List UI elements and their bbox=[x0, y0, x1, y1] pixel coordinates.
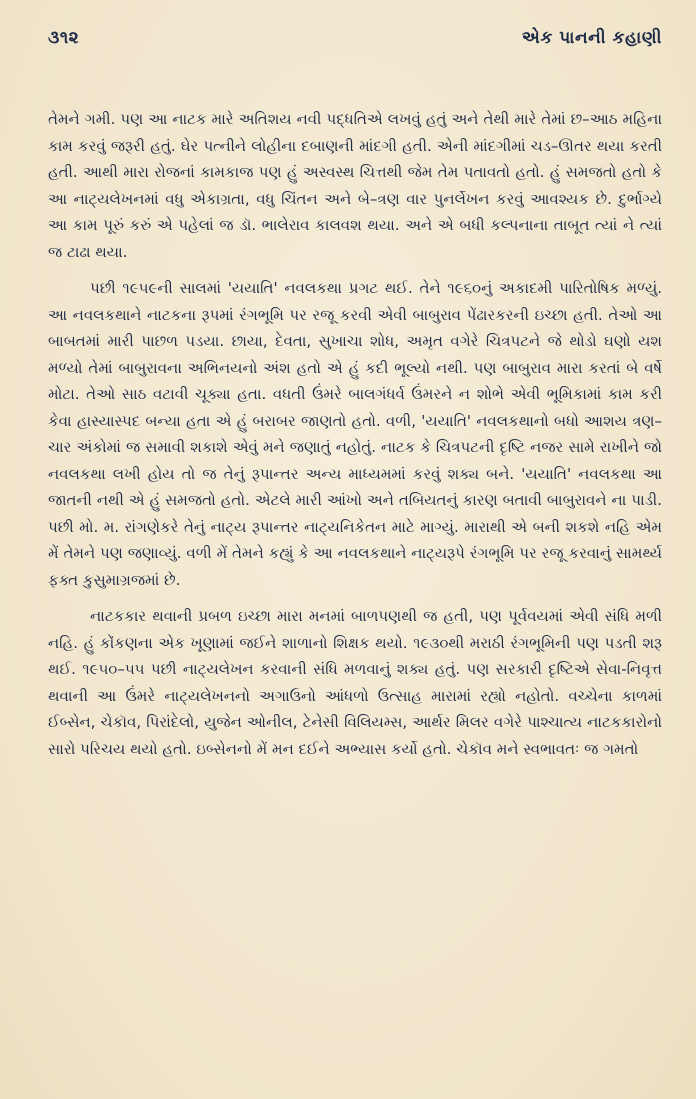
running-head bbox=[48, 28, 662, 68]
paragraph-playwright: નાટકકાર થવાની પ્રબળ ઇચ્છા મારા મનમાં બાળપણથી જ હતી, પણ પૂર્વવયમાં એવી સંધિ મળી નહિ. હું કોંકણના એક ખૂણામાં જઈને શાળાનો શિક્ષક થયો. ૧૯૩૦થી મરાઠી રંગભૂમિની પણ પડતી શરૂ થઈ. ૧૯૫૦–૫૫ પછી નાટ્યલેખન કરવાની સંધિ મળવાનું શક્ય હતું. પણ સરકારી દૃષ્ટિએ સેવા-નિવૃત્ત થવાની આ ઉંમરે નાટ્યલેખનનો અગાઉનો આંધળો ઉત્સાહ મારામાં રહ્યો નહોતો. વચ્ચેના કાળમાં ઈબ્સેન, ચેકૉવ, પિરાંદેલો, યુજેન ઓનીલ, ટેનેસી વિલિયમ્સ, આર્થર મિલર વગેરે પાશ્ચાત્ય નાટકકારોનો સારો પરિચય થયો હતો. ઇબ્સેનનો મેં મન દઈને અભ્યાસ કર્યો હતો. ચેકૉવ મને સ્વભાવતઃ જ ગમતો bbox=[48, 607, 662, 758]
book-title: એક પાનની કહાણી bbox=[521, 28, 662, 48]
paragraph-continued: તેમને ગમી. પણ આ નાટક મારે અતિશય નવી પદ્ધતિએ લખવું હતું અને તેથી મારે તેમાં છ–આઠ મહિના કામ કરવું જરૂરી હતું. ઘેર પત્નીને લોહીના દબાણની માંદગી હતી. એની માંદગીમાં ચડ–ઊતર થયા કરતી હતી. આથી મારા રોજનાં કામકાજ પણ હું અસ્વસ્થ ચિત્તથી જેમ તેમ પતાવતો હતો. હું સમજતો હતો કે આ નાટ્યલેખનમાં વધુ એકાગ્રતા, વધુ ચિંતન અને બે–ત્રણ વાર પુનર્લેખન કરવું આવશ્યક છે. દુર્ભાગ્યે આ કામ પૂરું કરું એ પહેલાં જ ડૉ. ભાલેરાવ કાલવશ થયા. અને એ બધી કલ્પનાના તાબૂત ત્યાં ને ત્યાં જ ટાઢા થયા. bbox=[48, 110, 662, 261]
paragraph-yayati: પછી ૧૯૫૯ની સાલમાં 'યયાતિ' નવલકથા પ્રગટ થઈ. તેને ૧૯૬૦નું અકાદમી પારિતોષિક મળ્યું. આ નવલકથાને નાટકના રૂપમાં રંગભૂમિ પર રજૂ કરવી એવી બાબુરાવ પેંઢારકરની ઇચ્છા હતી. તેઓ આ બાબતમાં મારી પાછળ પડયા. છાયા, દેવતા, સુખાચા શોધ, અમૃત વગેરે ચિત્રપટને જે થોડો ઘણો યશ મળ્યો તેમાં બાબુરાવના અભિનયનો અંશ હતો એ હું કદી ભૂલ્યો નથી. પણ બાબુરાવ મારા કરતાં બે વર્ષે મોટા. તેઓ સાઠ વટાવી ચૂક્યા હતા. વધતી ઉંમરે બાલગંધર્વ ઉંમરને ન શોભે એવી ભૂમિકામાં કામ કરી કેવા હાસ્યાસ્પદ બન્યા હતા એ હું બરાબર જાણતો હતો. વળી, 'યયાતિ' નવલકથાનો બધો આશય ત્રણ–ચાર અંકોમાં જ સમાવી શકાશે એવું મને જણાતું નહોતું. નાટક કે ચિત્રપટની દૃષ્ટિ નજર સામે રાખીને જો નવલકથા લખી હોય તો જ તેનું રૂપાન્તર અન્ય માધ્યમમાં કરવું શક્ય બને. 'યયાતિ' નવલકથા આ જાતની નથી એ હું સમજતો હતો. એટલે મારી આંખો અને તબિયતનું કારણ બતાવી બાબુરાવને ના પાડી. પછી મો. મ. રાંગણેકરે તેનું નાટ્ય રૂપાન્તર નાટ્યનિકેતન માટે માગ્યું. મારાથી એ બની શકશે નહિ એમ મેં તેમને પણ જણાવ્યું. વળી મેં તેમને કહ્યું કે આ નવલકથાને નાટ્યરૂપે રંગભૂમિ પર રજૂ કરવાનું સામર્થ્ય ફક્ત કુસુમાગ્રજમાં છે. bbox=[48, 279, 662, 589]
page-number: ૩૧૨ bbox=[48, 28, 80, 48]
body-text bbox=[48, 106, 662, 762]
